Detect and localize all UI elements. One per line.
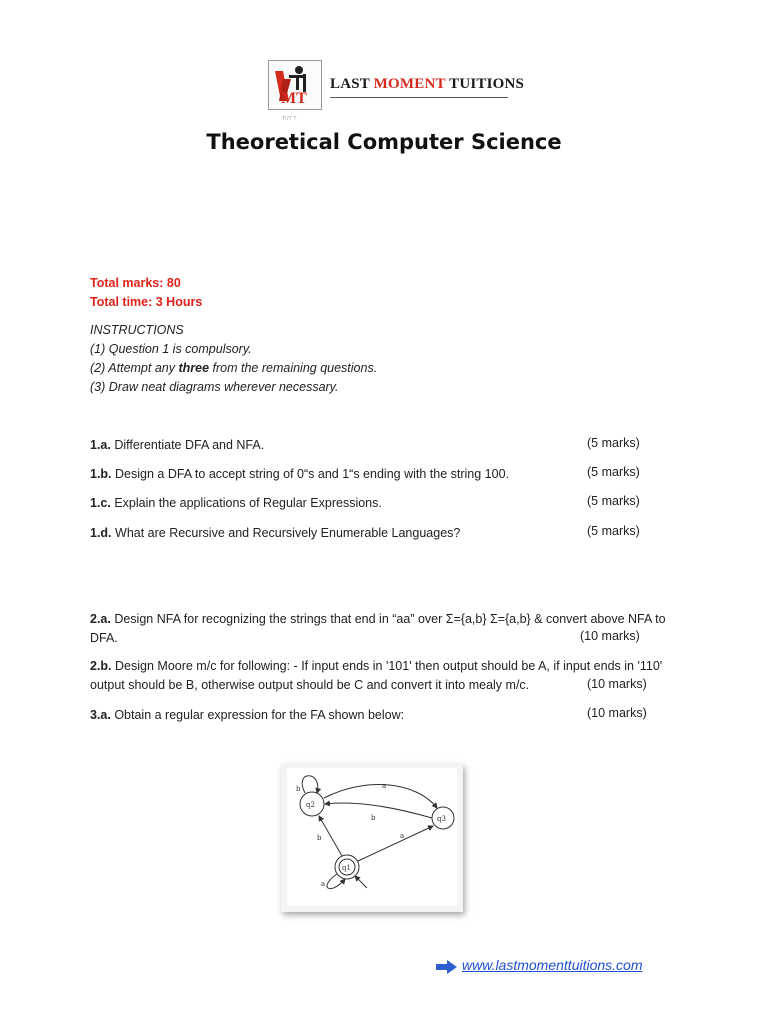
svg-text:MT: MT [281, 90, 307, 107]
finite-automaton-diagram [287, 768, 457, 906]
brand-word-tuitions: TUITIONS [449, 76, 525, 92]
fa-figure [287, 768, 457, 906]
svg-text:q2: q2 [306, 801, 315, 809]
question-1b-marks: (5 marks) [587, 465, 640, 479]
svg-text:a: a [400, 832, 405, 840]
question-3a-marks: (10 marks) [587, 706, 647, 720]
instruction-2: (2) Attempt any three from the remaining questions. [90, 361, 378, 375]
total-marks: Total marks: 80 [90, 276, 181, 290]
svg-text:TUT T: TUT T [282, 116, 297, 121]
question-1c: 1.c. Explain the applications of Regular Expressions. [90, 496, 382, 510]
brand-underline [330, 97, 508, 98]
question-1d: 1.d. What are Recursive and Recursively Enumerable Languages? [90, 526, 461, 540]
svg-text:b: b [371, 814, 376, 822]
brand-word-moment: MOMENT [373, 76, 446, 92]
brand-name [330, 76, 524, 93]
instruction-1: (1) Question 1 is compulsory. [90, 342, 252, 356]
question-1c-marks: (5 marks) [587, 494, 640, 508]
question-2b-marks: (10 marks) [587, 677, 647, 691]
brand-word-last: LAST [330, 76, 370, 92]
logo [268, 60, 322, 110]
question-1a-marks: (5 marks) [587, 436, 640, 450]
instructions-heading: INSTRUCTIONS [90, 323, 184, 337]
question-1b: 1.b. Design a DFA to accept string of 0“s and 1“s ending with the string 100. [90, 467, 509, 481]
question-3a: 3.a. Obtain a regular expression for the FA shown below: [90, 708, 405, 722]
question-2a: 2.a. Design NFA for recognizing the strings that end in “aa” over Σ={a,b} Σ={a,b} & convert above NFA to DFA. [90, 612, 666, 645]
logo-subtext [282, 108, 306, 121]
document-title: Theoretical Computer Science [206, 130, 562, 154]
svg-text:a: a [382, 782, 387, 790]
question-2b: 2.b. Design Moore m/c for following: - If input ends in '101' then output should be A, if input ends in '110' output should be B, otherwise output should be C and convert it into mealy m/c. [90, 659, 663, 692]
total-time: Total time: 3 Hours [90, 295, 203, 309]
question-1d-marks: (5 marks) [587, 524, 640, 538]
svg-text:a: a [321, 880, 326, 888]
website-link[interactable]: www.lastmomenttuitions.com [462, 957, 643, 973]
logo-mark-icon [269, 61, 321, 109]
svg-text:b: b [317, 834, 322, 842]
svg-text:q3: q3 [437, 815, 446, 823]
instruction-3: (3) Draw neat diagrams wherever necessary. [90, 380, 339, 394]
svg-text:q1: q1 [342, 864, 351, 872]
arrow-right-icon [436, 959, 458, 975]
svg-text:b: b [296, 785, 301, 793]
question-2a-marks: (10 marks) [580, 629, 640, 643]
question-1a: 1.a. Differentiate DFA and NFA. [90, 438, 265, 452]
